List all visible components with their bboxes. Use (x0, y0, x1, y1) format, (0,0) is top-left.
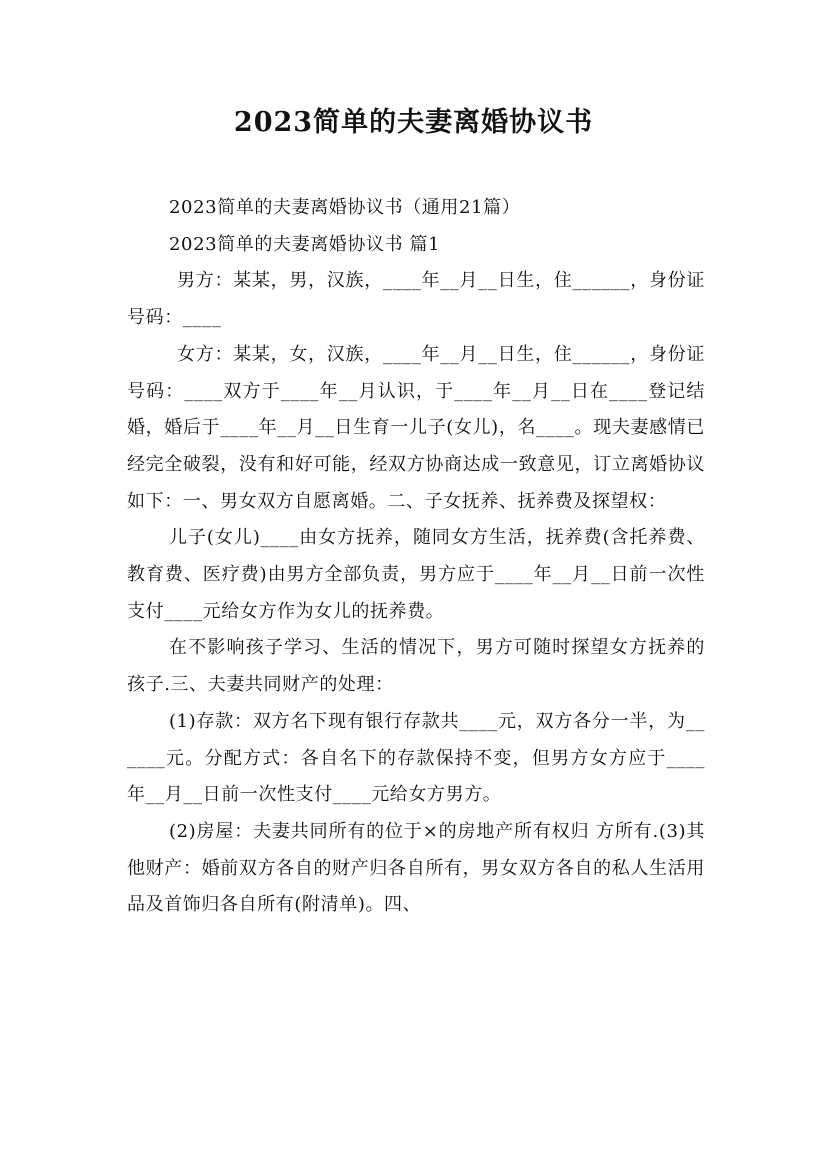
party-male-paragraph: 男方：某某，男，汉族，____年__月__日生，住______，身份证号码：____ (127, 270, 705, 329)
child-custody-paragraph: 儿子(女儿)____由女方抚养，随同女方生活，抚养费(含托养费、教育费、医疗费)由男方全部负责，男方应于____年__月__日前一次性支付____元给女方作为女儿的抚养费。 (127, 527, 705, 622)
document-body (127, 190, 705, 924)
deposits-paragraph: (1)存款：双方名下现有银行存款共____元，双方各分一半，为______元。分配方式：各自名下的存款保持不变，但男方女方应于____年__月__日前一次性支付____元给女方男方。 (127, 710, 705, 806)
property-paragraph: (2)房屋：夫妻共同所有的位于×的房地产所有权归 方所有.(3)其他财产：婚前双方各自的财产归各自所有，男女双方各自的私人生活用品及首饰归各自所有(附清单)。四、 (127, 820, 705, 916)
document-title: 2023简单的夫妻离婚协议书 (233, 107, 594, 138)
section-heading: 2023简单的夫妻离婚协议书 篇1 (169, 233, 441, 255)
subtitle-paragraph: 2023简单的夫妻离婚协议书（通用21篇） (169, 197, 521, 218)
visitation-paragraph: 在不影响孩子学习、生活的情况下，男方可随时探望女方抚养的孩子.三、夫妻共同财产的处理： (127, 637, 705, 696)
party-female-paragraph: 女方：某某，女，汉族，____年__月__日生，住______，身份证号码：____双方于____年__月认识，于____年__月__日在____登记结婚，婚后于____年__月__日生育一儿子(女儿)，名____。现夫妻感情已经完全破裂，没有和好可能，经双方协商达成一致意见，订立离婚协议如下：一、男女双方自愿离婚。二、子女抚养、抚养费及探望权： (127, 343, 705, 512)
